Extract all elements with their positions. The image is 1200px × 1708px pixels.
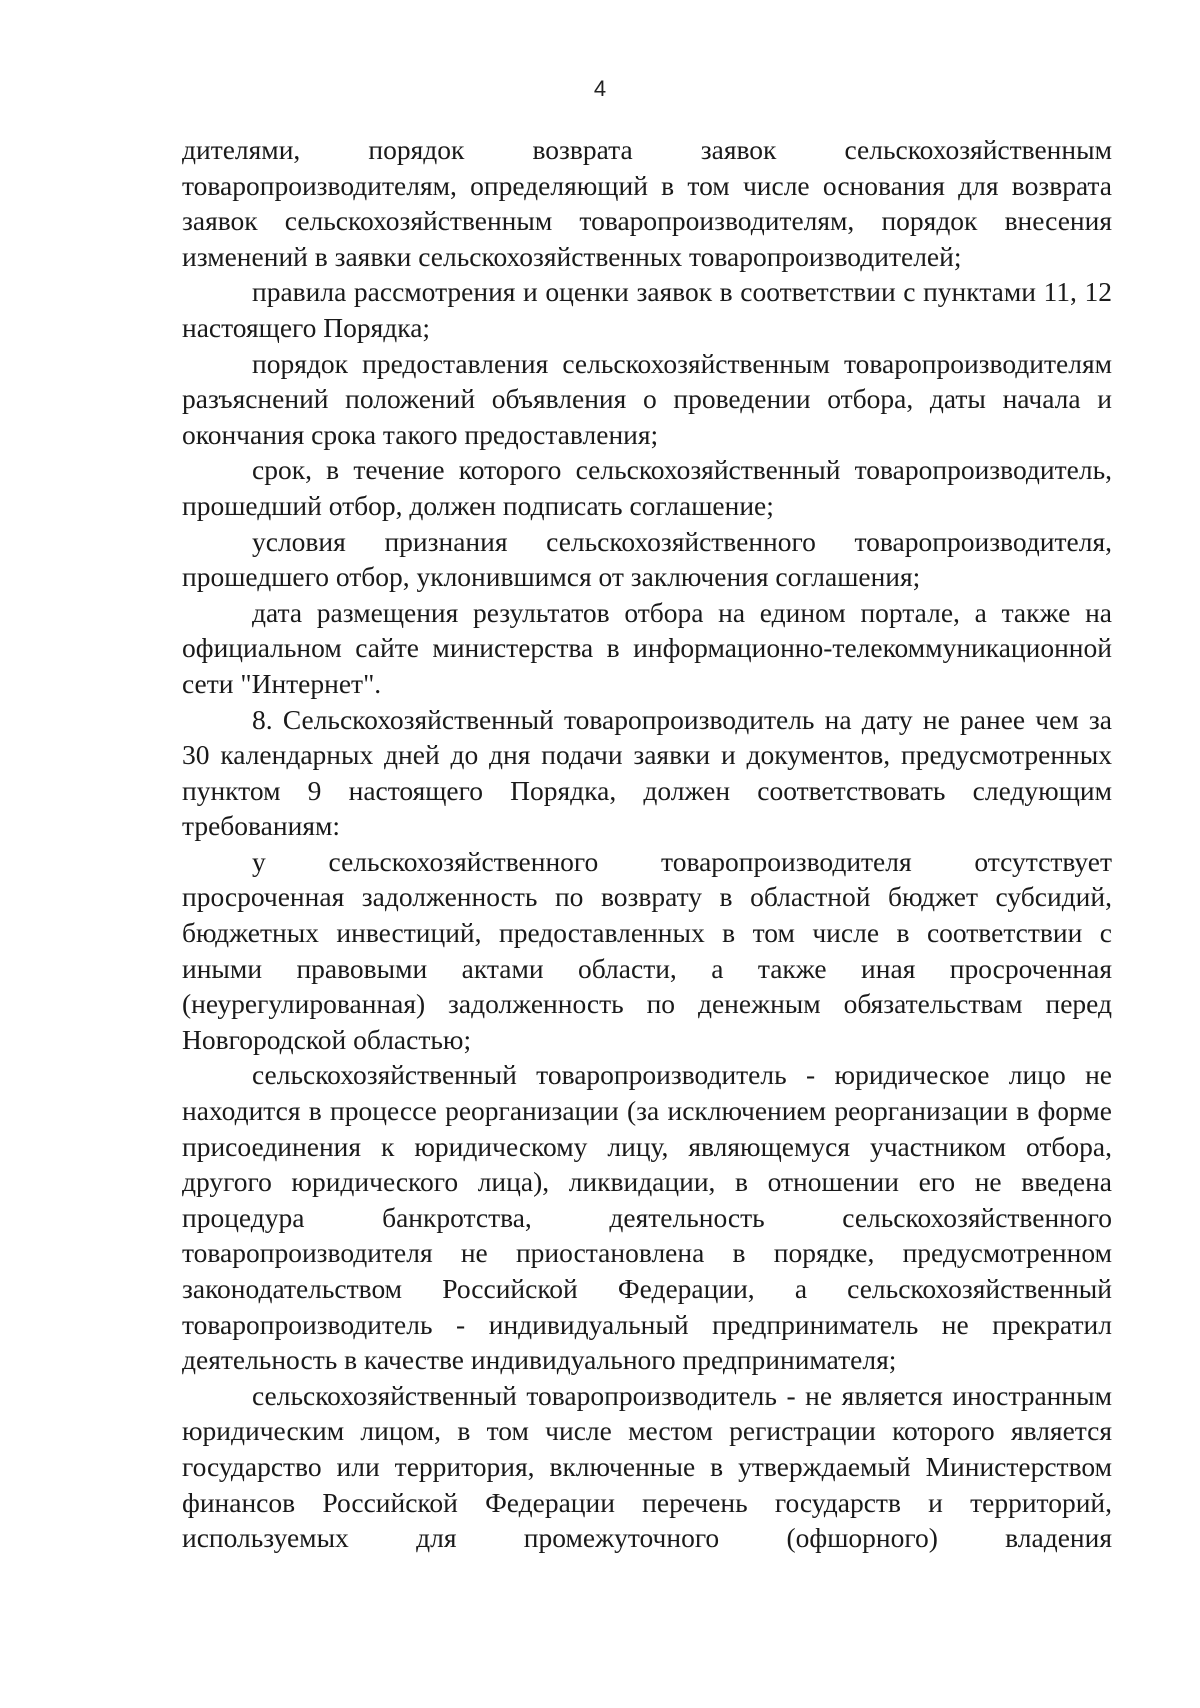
paragraph-item-8: 8. Сельскохозяйственный товаропроизводитель на дату не ранее чем за 30 календарных дней до дня подачи заявки и документов, предусмотренных пунктом 9 настоящего Порядка, должен соответствовать следующим требованиям: (182, 703, 1112, 842)
document-body (182, 132, 1112, 1556)
page-number: 4 (593, 76, 607, 101)
paragraph-evasion-conditions: условия признания сельскохозяйственного товаропроизводителя, прошедшего отбор, уклонившимся от заключения соглашения; (182, 525, 1112, 593)
paragraph-continuation: дителями, порядок возврата заявок сельскохозяйственным товаропроизводителям, определяющий в том числе основания для возврата заявок сельскохозяйственным товаропроизводителям, порядок внесения изменений в заявки сельскохозяйственных товаропроизводителей; (182, 134, 1112, 272)
paragraph-agreement-deadline: срок, в течение которого сельскохозяйственный товаропроизводитель, прошедший отбор, должен подписать соглашение; (182, 454, 1112, 521)
paragraph-no-debt: у сельскохозяйственного товаропроизводителя отсутствует просроченная задолженность по возврату в областной бюджет субсидий, бюджетных инвестиций, предоставленных в том числе в соответствии с иными правовыми актами области, а также иная просроченная (неурегулированная) задолженность по денежным обязательствам перед Новгородской областью; (182, 845, 1112, 1055)
paragraph-results-date: дата размещения результатов отбора на едином портале, а также на официальном сайте министерства в информационно-телекоммуникационной сети "Интернет". (182, 596, 1112, 699)
paragraph-not-foreign: сельскохозяйственный товаропроизводитель - не является иностранным юридическим лицом, в том числе местом регистрации которого является государство или территория, включенные в утверждаемый Министерством финансов Российской Федерации перечень государств и территорий, используемых для промежуточного (офшорного) владения (182, 1379, 1112, 1554)
paragraph-review-rules: правила рассмотрения и оценки заявок в соответствии с пунктами 11, 12 настоящего Порядка; (182, 276, 1112, 343)
paragraph-clarifications: порядок предоставления сельскохозяйственным товаропроизводителям разъяснений положений объявления о проведении отбора, даты начала и окончания срока такого предоставления; (182, 347, 1112, 450)
paragraph-no-reorganization: сельскохозяйственный товаропроизводитель - юридическое лицо не находится в процессе реорганизации (за исключением реорганизации в форме присоединения к юридическому лицу, являющемуся участником отбора, другого юридического лица), ликвидации, в отношении его не введена процедура банкротства, деятельность сельскохозяйственного товаропроизводителя не приостановлена в порядке, предусмотренном законодательством Российской Федерации, а сельскохозяйственный товаропроизводитель - индивидуальный предприниматель не прекратил деятельность в качестве индивидуального предпринимателя; (182, 1059, 1112, 1376)
